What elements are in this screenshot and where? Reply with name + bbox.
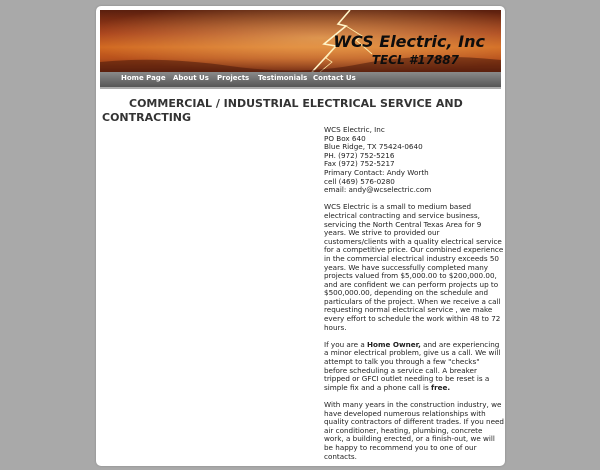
company-name: WCS Electric, Inc [324, 125, 385, 134]
nav-item-projects[interactable]: Projects [217, 74, 250, 82]
page-title [102, 97, 492, 125]
homeowner-text-pre: If you are a [324, 339, 368, 349]
fax-number: Fax (972) 752-5217 [324, 159, 395, 169]
about-paragraph: WCS Electric is a small to medium based electrical contracting and service business, servicing the North Central Texas Area for 9 years. We strive to provided our customers/clients with a quality electrical service for a competitive price. Our combined experience in the commercial electrical industry exceeds 50 years. We have successfully completed many projects valued from $5,000.00 to $200,000.00, and are confident we can perform projects up to $500,000.00, depending on the schedule and particulars of the project. When we receive a call requesting normal electrical service , we make every effort to schedule the work within 48 to 72 hours. [324, 202, 504, 332]
nav-item-testimonials[interactable]: Testimonials [258, 74, 308, 82]
primary-contact: Primary Contact: Andy Worth [324, 167, 429, 177]
homeowner-text-mid: and are experiencing a minor electrical problem, give us a call. We will attempt to talk you through a few "checks" before scheduling a service call. A breaker tripped or GFCI outlet needing to be reset is a simple fix and a phone call is [324, 339, 501, 392]
relationships-paragraph: With many years in the construction industry, we have developed numerous relationships with quality contractors of different trades. If you need air conditioner, heating, plumbing, concrete work, a building erected, or a finish-out, we will be happy to recommend you to one of our contacts. [324, 400, 504, 461]
nav-item-about[interactable]: About Us [173, 74, 209, 82]
city-address: Blue Ridge, TX 75424-0640 [324, 142, 423, 152]
nav-bar [100, 72, 501, 89]
banner-license: TECL #17887 [371, 53, 459, 67]
phone-number: PH. (972) 752-5216 [324, 150, 395, 160]
nav-item-home[interactable]: Home Page [121, 74, 166, 82]
nav-item-contact[interactable]: Contact Us [313, 74, 356, 82]
homeowner-emphasis: Home Owner, [367, 339, 421, 349]
banner-title: WCS Electric, Inc [333, 32, 485, 51]
homeowner-paragraph [324, 341, 504, 393]
contact-block [324, 126, 504, 195]
page-title-text: COMMERCIAL / INDUSTRIAL ELECTRICAL SERVICE AND CONTRACTING [102, 97, 463, 124]
content-column [324, 126, 504, 470]
page-container [96, 6, 505, 466]
email-address[interactable]: email: andy@wcselectric.com [324, 185, 432, 195]
cell-number: cell (469) 576-0280 [324, 176, 395, 186]
po-box: PO Box 640 [324, 133, 366, 143]
header-banner [100, 10, 501, 72]
free-emphasis: free. [431, 382, 451, 392]
